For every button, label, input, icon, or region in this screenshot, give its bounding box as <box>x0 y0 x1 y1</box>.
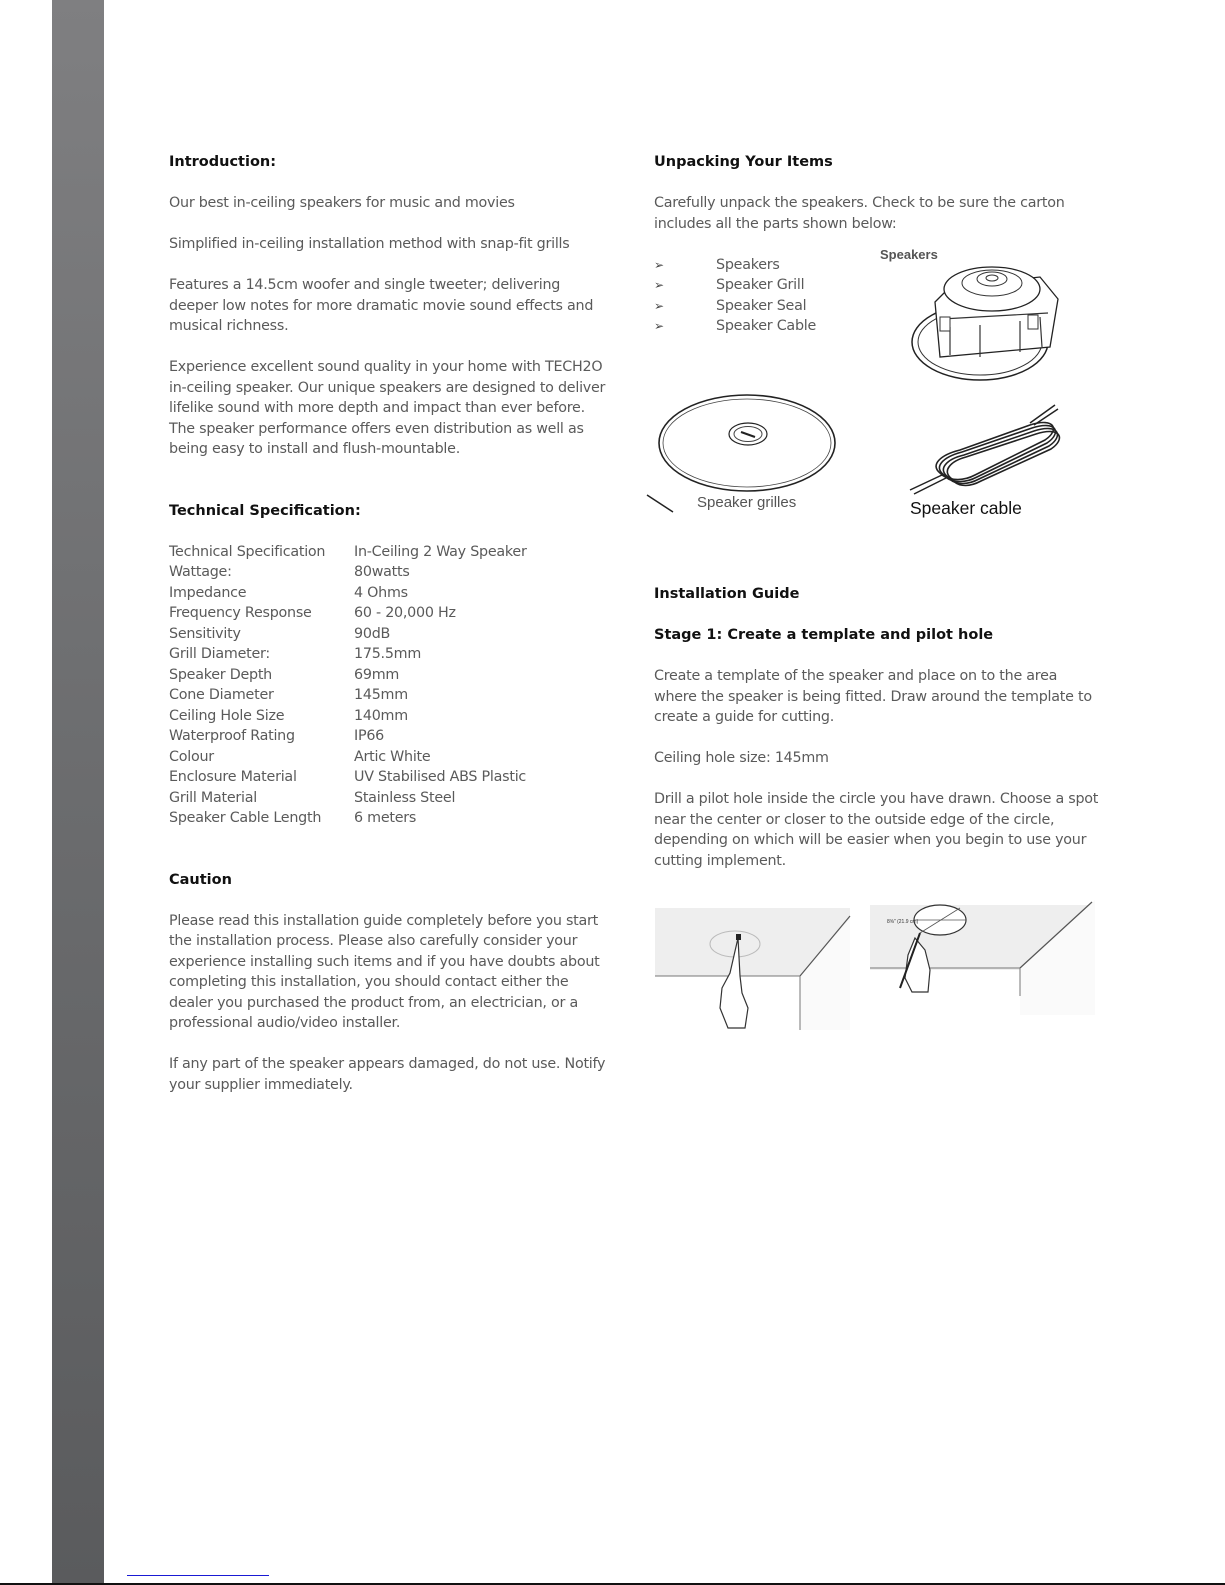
grilles-figure-label: Speaker grilles <box>697 494 797 511</box>
spec-table <box>169 542 527 829</box>
spec-row <box>169 706 527 727</box>
list-item-label: Speaker Grill <box>716 277 805 293</box>
spec-key: Frequency Response <box>169 605 312 621</box>
spec-key: Technical Specification <box>169 543 326 560</box>
spec-row <box>169 665 527 686</box>
draw-template-illustration-icon <box>870 900 1095 1015</box>
spec-value: 4 Ohms <box>354 584 408 601</box>
spec-value: IP66 <box>354 728 385 744</box>
spec-row <box>169 562 527 583</box>
spec-key: Grill Material <box>169 789 257 806</box>
spec-key: Colour <box>169 748 214 765</box>
spec-value: Artic White <box>354 748 431 765</box>
spec-key: Speaker Depth <box>169 666 272 683</box>
stage1-heading: Stage 1: Create a template and pilot hole <box>654 627 994 643</box>
list-item-label: Speaker Cable <box>716 318 817 334</box>
spec-key: Waterproof Rating <box>169 728 295 744</box>
list-item-label: Speaker Seal <box>716 297 807 314</box>
spec-key: Ceiling Hole Size <box>169 707 285 724</box>
speaker-figure <box>880 247 1080 387</box>
cable-figure <box>900 395 1070 525</box>
spec-row <box>169 726 527 747</box>
spec-value: UV Stabilised ABS Plastic <box>354 769 527 785</box>
spec-row <box>169 624 527 645</box>
spec-row <box>169 767 527 788</box>
intro-paragraph: Features a 14.5cm woofer and single tweeter; delivering deeper low notes for more dramatic movie sound effects and musical richness. <box>169 277 594 334</box>
installation-paragraph: Create a template of the speaker and place on to the area where the speaker is being fitted. Draw around the template to create a guide for cutting. <box>654 668 1092 725</box>
spec-key: Speaker Cable Length <box>169 810 322 826</box>
spec-row <box>169 788 527 809</box>
intro-paragraph: Simplified in-ceiling installation method with snap-fit grills <box>169 236 570 252</box>
spec-key: Grill Diameter: <box>169 646 270 662</box>
cable-figure-label: Speaker cable <box>910 498 1022 518</box>
speaker-cable-illustration-icon <box>900 395 1070 495</box>
spec-value: Stainless Steel <box>354 789 456 806</box>
introduction-section <box>169 152 609 460</box>
arrow-bullet-icon: ➢ <box>654 278 664 292</box>
dimension-label: 8⅝" (21.9 cm) <box>887 919 919 925</box>
introduction-heading: Introduction: <box>169 154 277 170</box>
spec-value: 69mm <box>354 666 400 683</box>
spec-key: Cone Diameter <box>169 687 274 703</box>
installation-paragraph: Drill a pilot hole inside the circle you have drawn. Choose a spot near the center or closer to the outside edge of the circle, depending on which will be easier when you begin to use your cutting implement. <box>654 791 1099 869</box>
spec-key: Wattage: <box>169 564 232 580</box>
page-sidebar-bar <box>52 0 104 1583</box>
drill-figure <box>650 898 855 1030</box>
caution-section <box>169 870 609 1096</box>
installation-section <box>654 584 1104 871</box>
technical-specification-section <box>169 501 609 829</box>
spec-value: In-Ceiling 2 Way Speaker <box>354 543 527 560</box>
spec-value: 6 meters <box>354 810 417 826</box>
tech-spec-heading: Technical Specification: <box>169 502 361 519</box>
spec-key: Sensitivity <box>169 625 241 642</box>
spec-key: Enclosure Material <box>169 769 297 785</box>
footer-link[interactable] <box>127 1574 269 1576</box>
spec-key: Impedance <box>169 584 247 601</box>
drill-pilot-hole-illustration-icon <box>650 898 855 1030</box>
spec-row <box>169 685 527 706</box>
template-figure <box>870 900 1095 1015</box>
spec-row <box>169 808 527 829</box>
unpacking-heading: Unpacking Your Items <box>654 154 833 170</box>
grille-figure <box>645 390 845 520</box>
spec-value: 80watts <box>354 564 410 580</box>
speakers-figure-label: Speakers <box>880 247 938 262</box>
arrow-bullet-icon: ➢ <box>654 319 664 333</box>
spec-value: 140mm <box>354 707 408 724</box>
spec-row <box>169 603 527 624</box>
caution-heading: Caution <box>169 871 232 888</box>
spec-row <box>169 644 527 665</box>
speaker-illustration-icon <box>880 247 1080 387</box>
spec-row <box>169 542 527 563</box>
arrow-bullet-icon: ➢ <box>654 298 664 313</box>
left-column <box>169 152 609 1095</box>
spec-value: 60 - 20,000 Hz <box>354 605 456 621</box>
caution-paragraph: If any part of the speaker appears damaged, do not use. Notify your supplier immediately. <box>169 1056 606 1093</box>
spec-row <box>169 747 527 768</box>
installation-paragraph: Ceiling hole size: 145mm <box>654 750 829 766</box>
spec-row <box>169 583 527 604</box>
installation-heading: Installation Guide <box>654 586 800 602</box>
spec-value: 145mm <box>354 687 408 703</box>
caution-paragraph: Please read this installation guide completely before you start the installation process. Please also carefully consider your experience installing such items and if you have doubts about completing this installation, you should contact either the dealer you purchased the product from, an electrician, or a professional audio/video installer. <box>169 912 600 1031</box>
arrow-bullet-icon: ➢ <box>654 257 664 272</box>
spec-value: 175.5mm <box>354 646 422 662</box>
spec-value: 90dB <box>354 625 391 642</box>
intro-paragraph: Our best in-ceiling speakers for music and movies <box>169 195 515 211</box>
intro-paragraph: Experience excellent sound quality in your home with TECH2O in-ceiling speaker. Our unique speakers are designed to deliver lifelike sound with more depth and impact than ever before. The speaker performance offers even distribution as well as being easy to install and flush-mountable. <box>169 359 606 457</box>
unpacking-paragraph: Carefully unpack the speakers. Check to be sure the carton includes all the parts shown below: <box>654 195 1065 232</box>
list-item-label: Speakers <box>716 256 780 273</box>
